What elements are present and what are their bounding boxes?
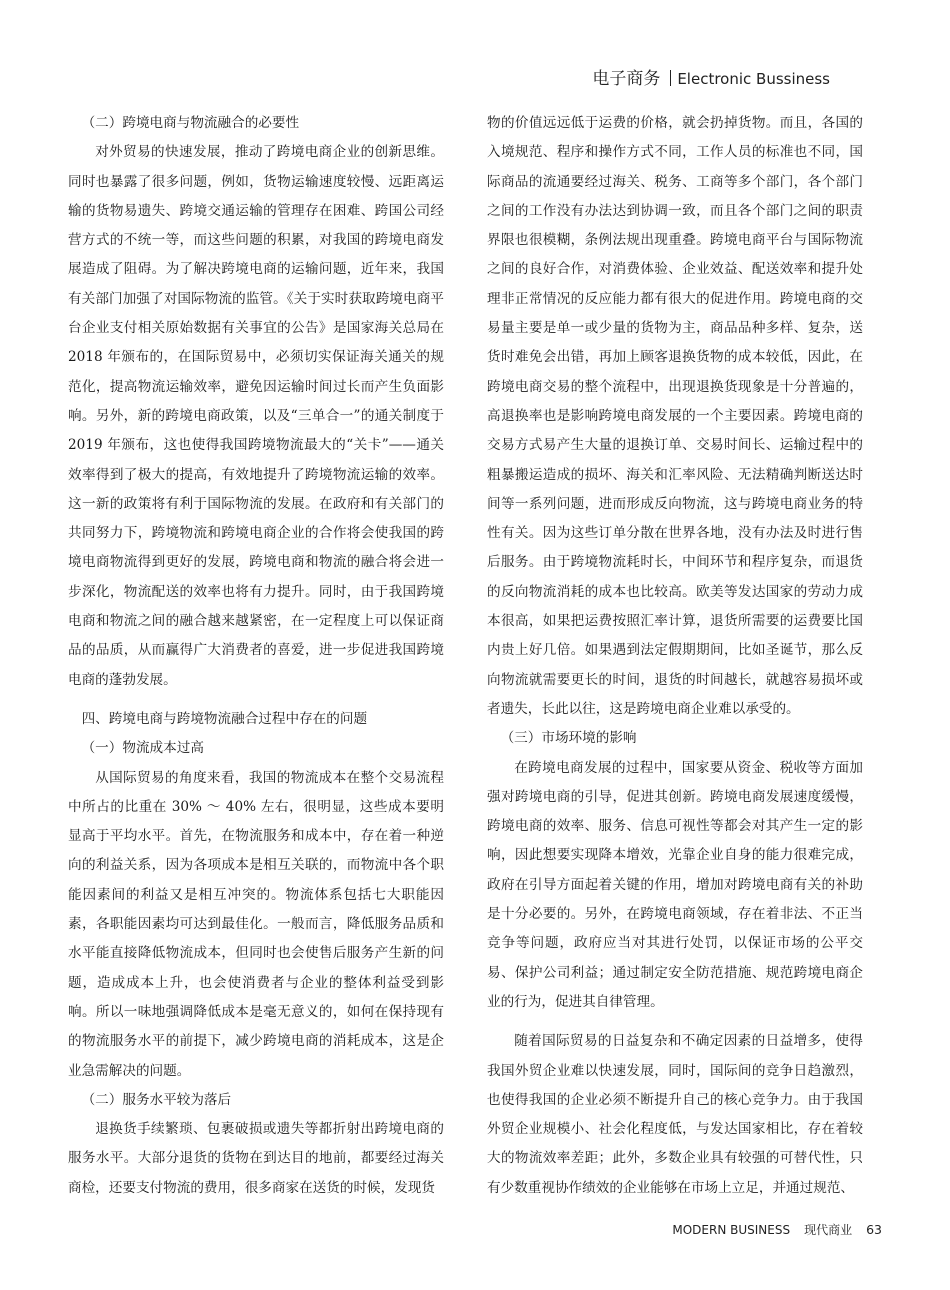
header-divider [670, 70, 671, 86]
header-section-en: Electronic Bussiness [677, 70, 830, 88]
section-heading: （二）跨境电商与物流融合的必要性 [81, 115, 300, 131]
body-paragraph: 物的价值远远低于运费的价格，就会扔掉货物。而且，各国的入境规范、程序和操作方式不同，工作人员的标准也不同，国际商品的流通要经过海关、税务、工商等多个部门，各个部门之间的工作没有办法达到协调一致，而且各个部门之间的职责界限也很模糊，条例法规出现重叠。跨境电商平台与国际物流之间的良好合作，对消费体验、企业效益、配送效率和提升处理非正常情况的反应能力都有很大的促进作用。跨境电商的交易量主要是单一或少量的货物为主，商品品种多样、复杂，送货时难免会出错，再加上顾客退换货物的成本较低，因此，在跨境电商交易的整个流程中，出现退换货现象是十分普遍的，高退换率也是影响跨境电商发展的一个主要因素。跨境电商的交易方式易产生大量的退换订单、交易时间长、运输过程中的粗暴搬运造成的损坏、海关和汇率风险、无法精确判断送达时间等一系列问题，进而形成反向物流，这与跨境电商业务的特性有关。因为这些订单分散在世界各地，没有办法及时进行售后服务。由于跨境物流耗时长，中间环节和程序复杂，而退货的反向物流消耗的成本也比较高。欧美等发达国家的劳动力成本很高，如果把运费按照汇率计算，退货所需要的运费要比国内贵上好几倍。如果遇到法定假期期间，比如圣诞节，那么反向物流就需要更长的时间，退货的时间越长，就越容易损坏或者遗失，长此以往，这是跨境电商企业难以承受的。 [487, 115, 863, 717]
body-paragraph: 随着国际贸易的日益复杂和不确定因素的日益增多，使得我国外贸企业难以快速发展，同时，国际间的竞争日趋激烈，也使得我国的企业必须不断提升自己的核心竞争力。由于我国外贸企业规模小、社会化程度低，与发达国家相比，存在着较大的物流效率差距；此外，多数企业具有较强的可替代性，只有少数重视协作绩效的企业能够在市场上立足，并通过规范、 [487, 1033, 863, 1196]
footer-journal-en: MODERN BUSINESS [672, 1223, 791, 1237]
running-footer [658, 1221, 882, 1238]
subsection-heading: （三）市场环境的影响 [500, 730, 637, 747]
subsection-heading: （二）服务水平较为落后 [81, 1091, 232, 1108]
page-number: 63 [866, 1222, 882, 1237]
header-section-cn: 电子商务 [592, 69, 661, 89]
section-heading: 四、跨境电商与跨境物流融合过程中存在的问题 [81, 710, 368, 727]
body-paragraph: 从国际贸易的角度来看，我国的物流成本在整个交易流程中所占的比重在 30% ～ 40% 左右，很明显，这些成本要明显高于平均水平。首先，在物流服务和成本中，存在着一种逆向的利益关系，因为各项成本是相互关联的，而物流中各个职能因素间的利益又是相互冲突的。物流体系包括七大职能因素，各职能因素均可达到最佳化。一般而言，降低服务品质和水平能直接降低物流成本，但同时也会使售后服务产生新的问题，造成成本上升，也会使消费者与企业的整体利益受到影响。所以一味地强调降低成本是毫无意义的，如何在保持现有的物流服务水平的前提下，减少跨境电商的消耗成本，这是企业急需解决的问题。 [68, 769, 444, 1079]
left-column [68, 109, 444, 1203]
running-header [592, 64, 830, 89]
right-column [487, 109, 863, 1203]
body-paragraph: 对外贸易的快速发展，推动了跨境电商企业的创新思维。同时也暴露了很多问题，例如，货物运输速度较慢、远距离运输的货物易遗失、跨境交通运输的管理存在困难、跨国公司经营方式的不统一等，而这些问题的积累，对我国的跨境电商发展造成了阻碍。为了解决跨境电商的运输问题，近年来，我国有关部门加强了对国际物流的监管。《关于实时获取跨境电商平台企业支付相关原始数据有关事宜的公告》是国家海关总局在 2018 年颁布的，在国际贸易中，必须切实保证海关通关的规范化，提高物流运输效率，避免因运输时间过长而产生负面影响。另外，新的跨境电商政策，以及“三单合一”的通关制度于 2019 年颁布，这也使得我国跨境物流最大的“关卡”——通关效率得到了极大的提高，有效地提升了跨境物流运输的效率。这一新的政策将有利于国际物流的发展。在政府和有关部门的共同努力下，跨境物流和跨境电商企业的合作将会使我国的跨境电商物流得到更好的发展，跨境电商和物流的融合将会进一步深化，物流配送的效率也将有力提升。同时，由于我国跨境电商和物流之间的融合越来越紧密，在一定程度上可以保证商品的品质，从而赢得广大消费者的喜爱，进一步促进我国跨境电商的蓬勃发展。 [68, 144, 444, 688]
footer-journal-cn: 现代商业 [804, 1223, 853, 1237]
subsection-heading: （一）物流成本过高 [81, 740, 204, 757]
body-paragraph: 在跨境电商发展的过程中，国家要从资金、税收等方面加强对跨境电商的引导，促进其创新。跨境电商发展速度缓慢，跨境电商的效率、服务、信息可视性等都会对其产生一定的影响，因此想要实现降本增效，光靠企业自身的能力很难完成，政府在引导方面起着关键的作用，增加对跨境电商有关的补助是十分必要的。另外，在跨境电商领域，存在着非法、不正当竞争等问题，政府应当对其进行处罚，以保证市场的公平交易、保护公司利益；通过制定安全防范措施、规范跨境电商企业的行为，促进其自律管理。 [487, 759, 863, 1010]
body-paragraph: 退换货手续繁琐、包裹破损或遗失等都折射出跨境电商的服务水平。大部分退货的货物在到达目的地前，都要经过海关商检，还要支付物流的费用，很多商家在送货的时候，发现货 [68, 1121, 444, 1196]
